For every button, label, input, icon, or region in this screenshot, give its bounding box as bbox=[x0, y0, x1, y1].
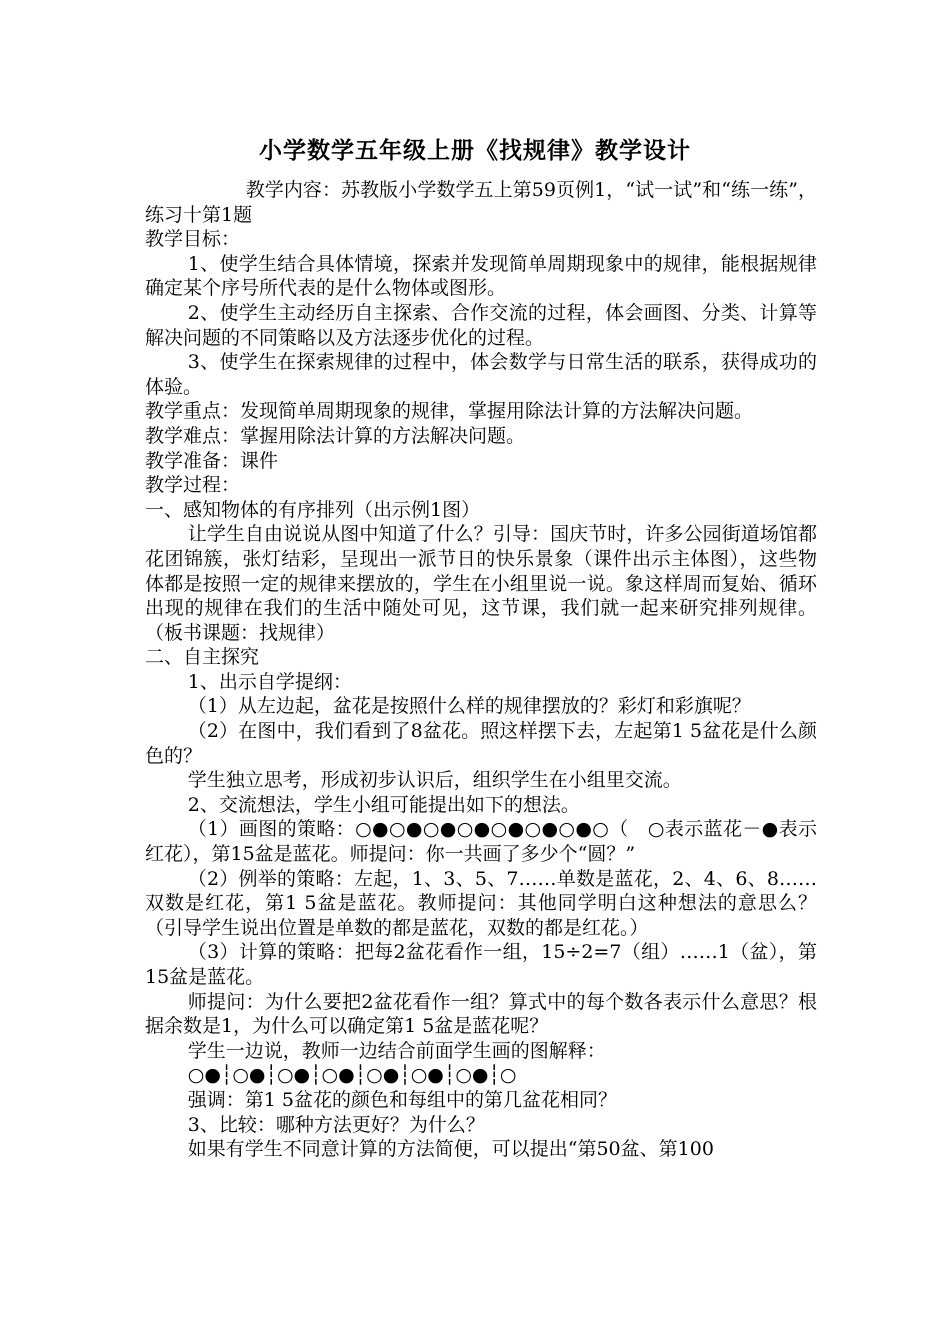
paragraph: 3、使学生在探索规律的过程中，体会数学与日常生活的联系，获得成功的体验。 bbox=[145, 351, 817, 398]
paragraph: 3、比较：哪种方法更好？为什么？ bbox=[187, 1113, 485, 1136]
paragraph: ○●┆○●┆○●┆○●┆○●┆○●┆○●┆○ bbox=[187, 1064, 517, 1087]
paragraph: 如果有学生不同意计算的方法简便，可以提出“第50盆、第100 bbox=[187, 1138, 714, 1161]
paragraph: 教学目标： bbox=[145, 228, 241, 251]
paragraph: 师提问：为什么要把2盆花看作一组？算式中的每个数各表示什么意思？根据余数是1，为什么可以确定第1 5盆是蓝花呢？ bbox=[145, 990, 817, 1038]
paragraph: （3）计算的策略：把每2盆花看作一组，15÷2=7（组）……1（盆），第15盆是蓝花。 bbox=[145, 941, 817, 988]
paragraph: 2、使学生主动经历自主探索、合作交流的过程，体会画图、分类、计算等解决问题的不同策略以及方法逐步优化的过程。 bbox=[145, 301, 817, 349]
paragraph: （1）从左边起，盆花是按照什么样的规律摆放的？彩灯和彩旗呢？ bbox=[187, 695, 751, 718]
paragraph: 教学难点：掌握用除法计算的方法解决问题。 bbox=[145, 424, 526, 447]
paragraph: （1）画图的策略：○●○●○●○●○●○●○●○（ ○表示蓝花－●表示红花），第15盆是蓝花。师提问：你一共画了多少个“圆？” bbox=[145, 818, 817, 866]
paragraph: 教学准备：课件 bbox=[145, 449, 279, 472]
paragraph: 让学生自由说说从图中知道了什么？引导：国庆节时，许多公园街道场馆都花团锦簇，张灯结彩，呈现出一派节日的快乐景象（课件出示主体图），这些物体都是按照一定的规律来摆放的，学生在小组里说一说。象这样周而复始、循环出现的规律在我们的生活中随处可见，这节课，我们就一起来研究排列规律。（板书课题：找规律） bbox=[145, 523, 817, 644]
paragraph: 1、出示自学提纲： bbox=[187, 670, 352, 693]
paragraph: 一、感知物体的有序排列（出示例1图） bbox=[145, 498, 481, 521]
paragraph: 1、使学生结合具体情境，探索并发现简单周期现象中的规律，能根据规律确定某个序号所代表的是什么物体或图形。 bbox=[145, 252, 817, 300]
paragraph: 学生一边说，教师一边结合前面学生画的图解释： bbox=[187, 1039, 606, 1062]
paragraph: 二、自主探究 bbox=[145, 646, 260, 669]
document-body bbox=[145, 178, 817, 1162]
paragraph: （2）例举的策略：左起，1、3、5、7……单数是蓝花，2、4、6、8……双数是红花，第1 5盆是蓝花。教师提问：其他同学明白这种想法的意思么？（引导学生说出位置是单数的都是蓝花，双数的都是红花。） bbox=[145, 867, 817, 939]
paragraph: 教学内容：苏教版小学数学五上第59页例1，“试一试”和“练一练”，练习十第1题 bbox=[145, 179, 817, 226]
paragraph: 学生独立思考，形成初步认识后，组织学生在小组里交流。 bbox=[187, 769, 682, 792]
paragraph: 2、交流想法，学生小组可能提出如下的想法。 bbox=[187, 793, 580, 816]
paragraph: 教学重点：发现简单周期现象的规律，掌握用除法计算的方法解决问题。 bbox=[145, 400, 754, 423]
document-title: 小学数学五年级上册《找规律》教学设计 bbox=[259, 138, 691, 164]
paragraph: 强调：第1 5盆花的颜色和每组中的第几盆花相同？ bbox=[187, 1088, 617, 1111]
paragraph: （2）在图中，我们看到了8盆花。照这样摆下去，左起第1 5盆花是什么颜色的？ bbox=[145, 720, 817, 767]
paragraph: 教学过程： bbox=[145, 474, 241, 497]
